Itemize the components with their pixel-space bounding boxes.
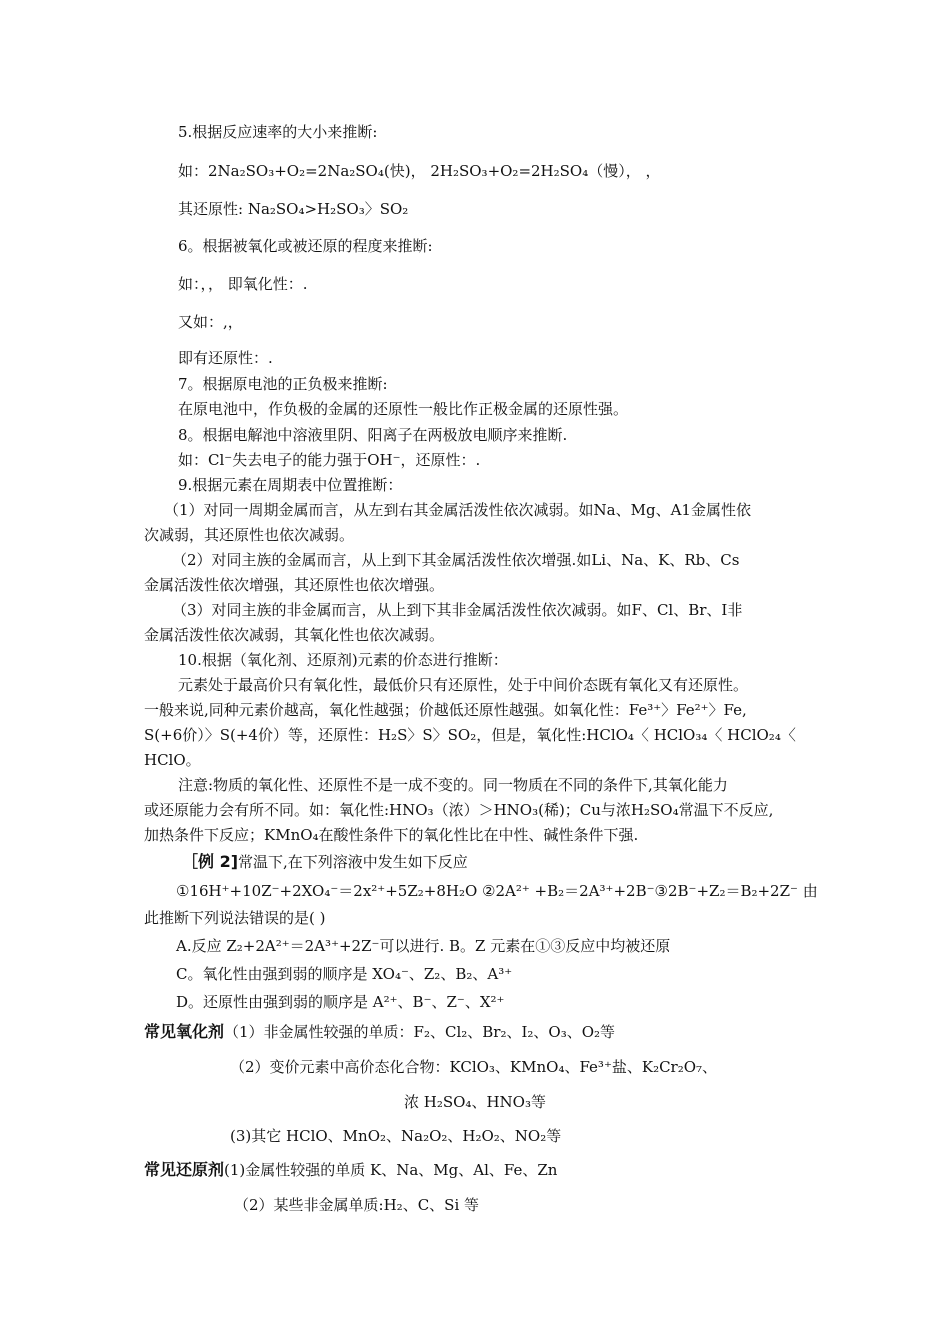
section-9-point-3: （3）对同主族的非金属而言，从上到下其非金属活泼性依次减弱。如F、Cl、Br、I非 (172, 601, 743, 619)
example-2-question: 此推断下列说法错误的是( ) (144, 909, 326, 927)
example-intro-text: 常温下,在下列溶液中发生如下反应 (238, 853, 468, 871)
note-text-1: 注意:物质的氧化性、还原性不是一成不变的。同一物质在不同的条件下,其氧化能力 (178, 776, 728, 794)
section-9-point-2-cont: 金属活泼性依次增强，其还原性也依次增强。 (144, 576, 445, 594)
section-10-text-1: 元素处于最高价只有氧化性，最低价只有还原性，处于中间价态既有氧化又有还原性。 (178, 676, 749, 694)
oxidants-item-1: （1）非金属性较强的单质：F₂、Cl₂、Br₂、I₂、O₃、O₂等 (224, 1023, 616, 1041)
section-6-example: 如：，， 即氧化性：. (178, 275, 308, 293)
section-9-point-3-cont: 金属活泼性依次减弱，其氧化性也依次减弱。 (144, 626, 445, 644)
example-2-reactions: ①16H⁺+10Z⁻+2XO₄⁻＝2x²⁺+5Z₂+8H₂O ②2A²⁺ +B₂＝2A³⁺+2B⁻③2B⁻+Z₂＝B₂+2Z⁻ 由 (176, 882, 818, 900)
section-7-text: 在原电池中，作负极的金属的还原性一般比作正极金属的还原性强。 (178, 400, 629, 418)
section-10-heading: 10.根据（氧化剂、还原剂)元素的价态进行推断： (178, 651, 508, 669)
section-9-point-2: （2）对同主族的金属而言，从上到下其金属活泼性依次增强.如Li、Na、K、Rb、Cs (172, 551, 740, 569)
note-text-3: 加热条件下反应；KMnO₄在酸性条件下的氧化性比在中性、碱性条件下强. (144, 826, 639, 844)
section-9-heading: 9.根据元素在周期表中位置推断： (178, 476, 403, 494)
section-8-example: 如：Cl⁻失去电子的能力强于OH⁻，还原性：. (178, 451, 481, 469)
oxidants-line-1 (144, 1022, 615, 1042)
section-8-heading: 8。根据电解池中溶液里阴、阳离子在两极放电顺序来推断. (178, 426, 568, 444)
oxidants-item-3: (3)其它 HClO、MnO₂、Na₂O₂、H₂O₂、NO₂等 (230, 1127, 562, 1145)
section-6-conclusion: 即有还原性：. (178, 349, 273, 367)
example-tag: ［例 2] (182, 852, 239, 871)
section-10-text-3: S(+6价）〉S(+4价）等，还原性：H₂S〉S〉SO₂，但是，氧化性:HClO₄〈 HClO₃₄〈 HClO₂₄〈 (144, 726, 796, 744)
note-text-2: 或还原能力会有所不同。如：氧化性:HNO₃（浓）＞HNO₃(稀)；Cu与浓H₂SO₄常温下不反应, (144, 801, 774, 819)
section-9-point-1: （1）对同一周期金属而言，从左到右其金属活泼性依次减弱。如Na、Mg、A1金属性依 (164, 501, 751, 519)
oxidants-item-2: （2）变价元素中高价态化合物：KClO₃、KMnO₄、Fe³⁺盐、K₂Cr₂O₇、 (230, 1058, 718, 1076)
section-10-text-4: HClO。 (144, 751, 201, 769)
section-5-heading: 5.根据反应速率的大小来推断: (178, 123, 378, 141)
section-5-conclusion: 其还原性: Na₂SO₄>H₂SO₃〉SO₂ (178, 200, 409, 218)
section-6-example-2: 又如：,， (178, 313, 243, 331)
section-5-example: 如：2Na₂SO₃+O₂=2Na₂SO₄(快)， 2H₂SO₃+O₂=2H₂SO₄（慢）， ， (178, 162, 661, 180)
section-6-heading: 6。根据被氧化或被还原的程度来推断: (178, 237, 433, 255)
reductants-line-1 (144, 1160, 557, 1180)
option-d: D。还原性由强到弱的顺序是 A²⁺、B⁻、Z⁻、X²⁺ (176, 993, 505, 1011)
reductants-item-2: （2）某些非金属单质:H₂、C、Si 等 (234, 1196, 480, 1214)
section-7-heading: 7。根据原电池的正负极来推断: (178, 375, 388, 393)
section-10-text-2: 一般来说,同种元素价越高，氧化性越强；价越低还原性越强。如氧化性：Fe³⁺〉Fe²⁺〉Fe, (144, 701, 747, 719)
section-9-point-1-cont: 次减弱，其还原性也依次减弱。 (144, 526, 355, 544)
oxidants-item-2-cont: 浓 H₂SO₄、HNO₃等 (404, 1093, 546, 1111)
option-a-b: A.反应 Z₂+2A²⁺＝2A³⁺+2Z⁻可以进行. B。Z 元素在①③反应中均被还原 (176, 937, 671, 955)
reductants-item-1: (1)金属性较强的单质 K、Na、Mg、Al、Fe、Zn (224, 1161, 558, 1179)
example-2-intro (182, 852, 468, 872)
oxidant-heading: 常见氧化剂 (144, 1022, 225, 1041)
reductant-heading: 常见还原剂 (144, 1160, 225, 1179)
option-c: C。氧化性由强到弱的顺序是 XO₄⁻、Z₂、B₂、A³⁺ (176, 965, 513, 983)
